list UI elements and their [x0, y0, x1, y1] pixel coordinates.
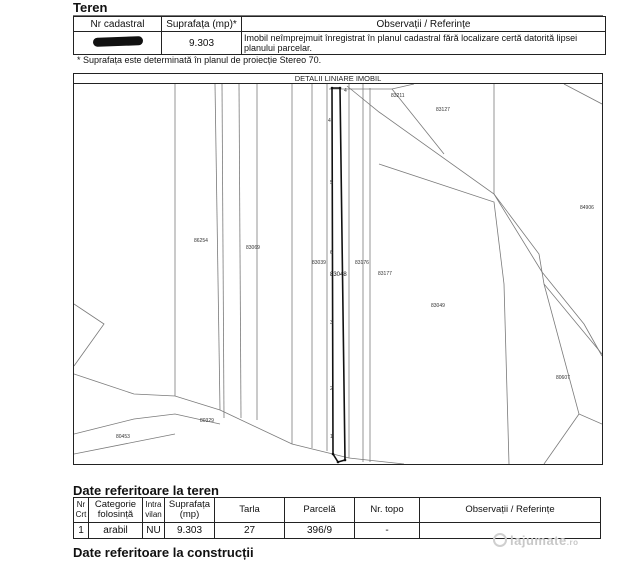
- header-observatii: Observații / Referințe: [420, 498, 601, 523]
- header-suprafata: Suprafața (mp): [165, 498, 215, 523]
- parcel-label: 80453: [116, 434, 130, 440]
- vertex-label: 2: [330, 386, 333, 392]
- parcel-boundary: [544, 414, 579, 464]
- vertex-label: 5: [330, 180, 333, 186]
- section-title-land: Date referitoare la teren: [73, 483, 219, 498]
- map-frame: [73, 73, 603, 465]
- parcel-boundary: [392, 84, 414, 89]
- parcel-boundary: [494, 194, 602, 354]
- parcel-boundary: [544, 284, 602, 424]
- cell-intravilan: NU: [143, 523, 165, 539]
- parcel-boundary: [564, 84, 602, 104]
- vertex-label: 6: [330, 250, 333, 256]
- parcel-label: 86254: [194, 238, 208, 244]
- map-header: DETALII LINIARE IMOBIL: [74, 74, 602, 84]
- parcel-boundary: [74, 374, 404, 464]
- parcel-label: 83211: [391, 93, 405, 99]
- parcel-label: 83069: [246, 245, 260, 251]
- table-row: [74, 32, 606, 55]
- redaction-mark: [92, 36, 142, 47]
- vertex-label: 3: [330, 320, 333, 326]
- cell-suprafata: 9.303: [165, 523, 215, 539]
- parcel-boundary: [74, 414, 220, 434]
- header-nr-topo: Nr. topo: [355, 498, 420, 523]
- header-parcela: Parcelă: [285, 498, 355, 523]
- vertex-label: 1: [330, 434, 333, 440]
- parcel-label: 83039: [312, 260, 326, 266]
- cell-nr-cadastral-redacted: [74, 32, 162, 55]
- watermark-suffix: .ro: [566, 538, 579, 547]
- vertex-label: 4: [328, 118, 331, 124]
- cell-nr-topo: -: [355, 523, 420, 539]
- cell-suprafata: 9.303: [162, 32, 242, 55]
- parcel-map: [74, 84, 602, 464]
- parcel-label: 84906: [580, 205, 594, 211]
- parcel-label: 80329: [200, 418, 214, 424]
- parcel-label: 83049: [431, 303, 445, 309]
- cell-categorie: arabil: [89, 523, 143, 539]
- cadastral-table: [73, 16, 606, 55]
- header-suprafata: Suprafața (mp)*: [162, 17, 242, 32]
- header-nr-crt: Nr Crt: [74, 498, 89, 523]
- cell-parcela: 396/9: [285, 523, 355, 539]
- cell-tarla: 27: [215, 523, 285, 539]
- footnote: * Suprafața este determinată în planul de proiecție Stereo 70.: [77, 55, 322, 65]
- cell-observatii: Imobil neîmprejmuit înregistrat în planul cadastral fără localizare certă datorită lipsei planului parcelar.: [242, 32, 606, 55]
- parcel-label: 83127: [436, 107, 450, 113]
- lajumate-logo-icon: [493, 533, 507, 547]
- parcel-boundary: [379, 164, 509, 464]
- header-observatii: Observații / Referințe: [242, 17, 606, 32]
- parcel-label: 83176: [355, 260, 369, 266]
- header-categorie: Categorie folosință: [89, 498, 143, 523]
- parcel-label: 80607: [556, 375, 570, 381]
- parcel-boundary: [239, 84, 241, 418]
- section-title-teren: Teren: [73, 0, 108, 15]
- parcel-boundary: [222, 84, 224, 418]
- parcel-boundary: [215, 84, 220, 410]
- cell-nr-crt: 1: [74, 523, 89, 539]
- header-tarla: Tarla: [215, 498, 285, 523]
- watermark-text: lajumate: [510, 533, 567, 548]
- header-nr-cadastral: Nr cadastral: [74, 17, 162, 32]
- vertex-label: 4: [344, 88, 347, 94]
- parcel-label: 83177: [378, 271, 392, 277]
- header-intravilan: Intra vilan: [143, 498, 165, 523]
- parcel-boundary: [347, 86, 542, 272]
- parcel-boundary: [74, 304, 104, 366]
- main-parcel-label: 83048: [330, 272, 347, 278]
- watermark: [493, 533, 578, 548]
- section-title-constructii: Date referitoare la construcții: [73, 545, 254, 560]
